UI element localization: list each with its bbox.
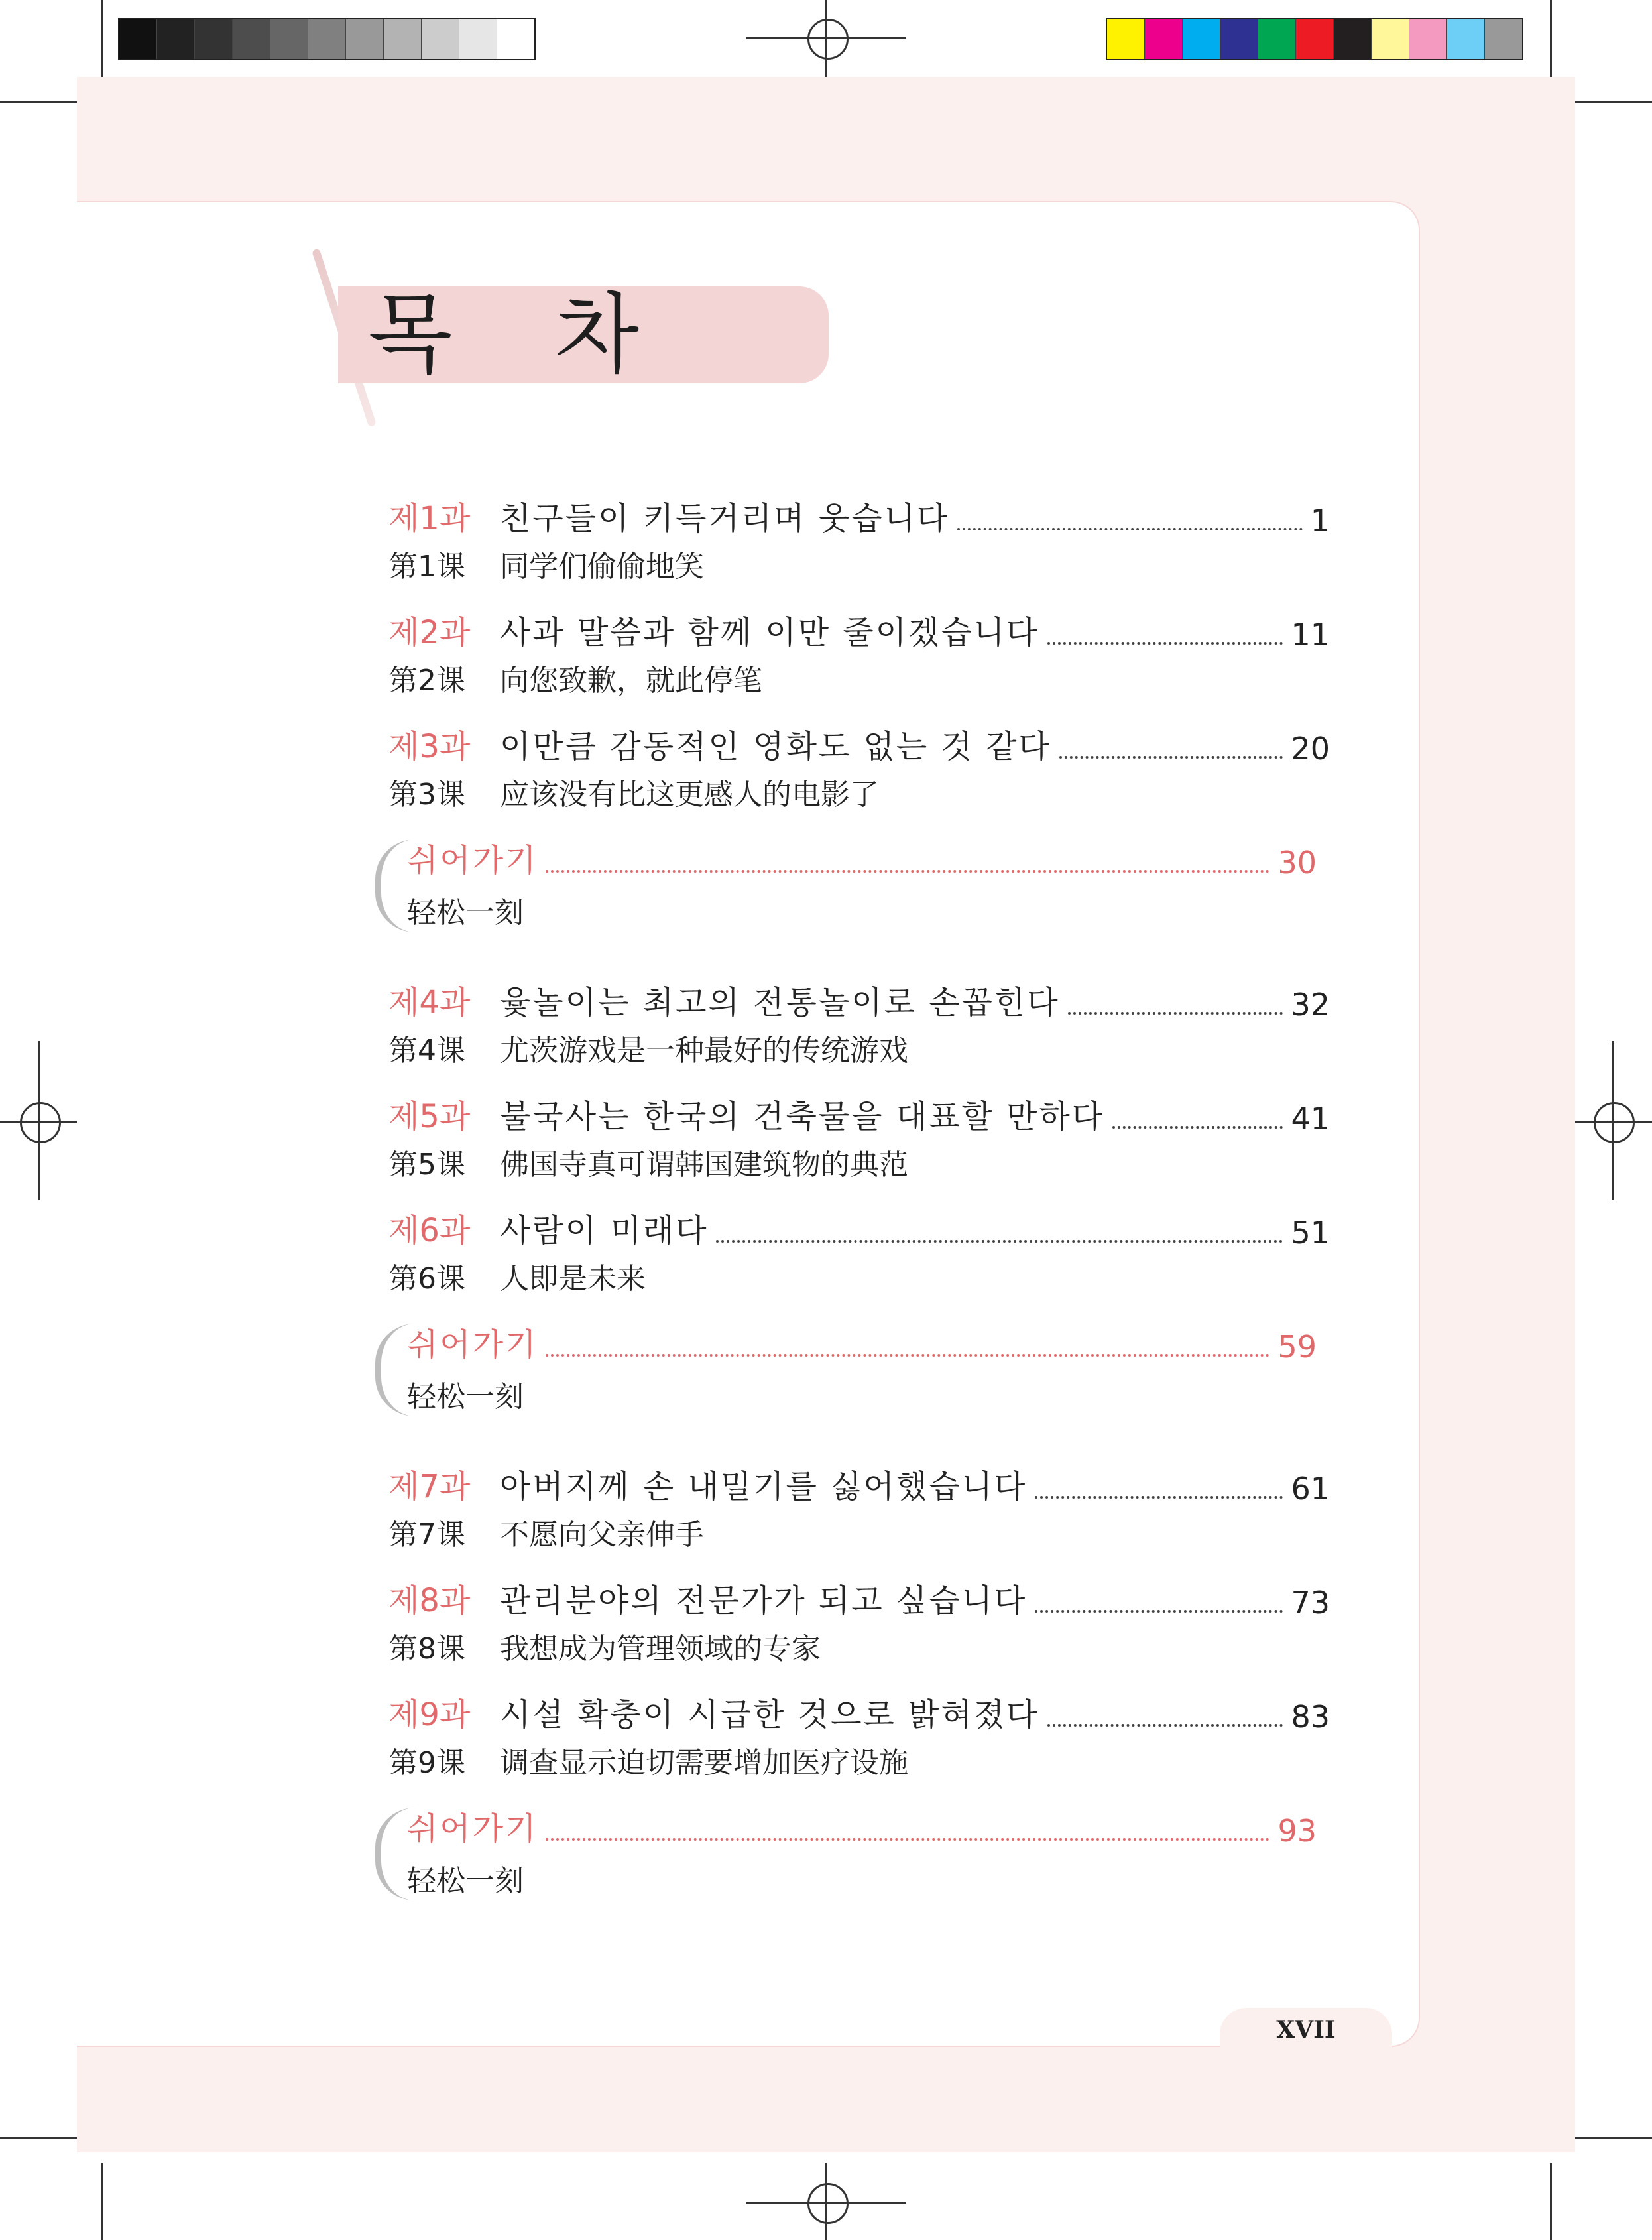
toc-entry[interactable] [388, 491, 1330, 584]
page-number-ref: 32 [1291, 987, 1330, 1023]
toc-entry-chinese [388, 658, 1330, 698]
lesson-number-chinese: 第3课 [388, 778, 465, 812]
color-swatch [497, 19, 534, 59]
lesson-number-korean: 제9과 [388, 1696, 471, 1733]
color-swatch [346, 19, 384, 59]
lesson-number-korean: 제3과 [388, 728, 471, 765]
lesson-title-korean: 이만큼 감동적인 영화도 없는 것 같다 [500, 728, 1051, 765]
break-title-chinese: 轻松一刻 [407, 896, 524, 930]
page-number: XVII [1276, 2016, 1336, 2044]
color-swatch [1107, 19, 1145, 59]
toc-entry-korean [388, 975, 1330, 1023]
lesson-title-chinese: 人即是未来 [500, 1262, 646, 1296]
page-number-ref: 41 [1291, 1101, 1330, 1137]
toc-entry-korean [388, 1573, 1330, 1621]
crop-mark [1612, 1041, 1614, 1200]
color-swatch [233, 19, 270, 59]
lesson-title-chinese: 佛国寺真可谓韩国建筑物的典范 [500, 1148, 908, 1182]
toc-entry[interactable] [388, 719, 1330, 812]
crop-mark [38, 1041, 40, 1200]
lesson-number-chinese: 第9课 [388, 1746, 465, 1780]
toc-entry-chinese [388, 1256, 1330, 1296]
break-title-chinese: 轻松一刻 [407, 1864, 524, 1898]
lesson-number-chinese: 第2课 [388, 664, 465, 698]
dot-leader [546, 1354, 1269, 1357]
toc-entry[interactable] [388, 1687, 1330, 1780]
lesson-title-korean: 아버지께 손 내밀기를 싫어했습니다 [500, 1468, 1028, 1505]
toc-entry-korean [388, 491, 1330, 538]
page-number-ref: 11 [1291, 617, 1330, 653]
lesson-number-korean: 제2과 [388, 614, 471, 651]
lesson-title-korean: 친구들이 키득거리며 웃습니다 [500, 500, 950, 537]
dot-leader [1059, 756, 1283, 759]
color-swatch [270, 19, 308, 59]
lesson-title-chinese: 不愿向父亲伸手 [500, 1518, 704, 1552]
dot-leader [1035, 1610, 1283, 1613]
lesson-title-korean: 관리분야의 전문가가 되고 싶습니다 [500, 1582, 1028, 1619]
page-number-ref: 30 [1277, 845, 1317, 881]
lesson-title-korean: 사과 말씀과 함께 이만 줄이겠습니다 [500, 614, 1039, 651]
page-number-ref: 59 [1277, 1329, 1317, 1365]
dot-leader [546, 1838, 1269, 1841]
lesson-title-chinese: 向您致歉，就此停笔 [500, 664, 762, 698]
lesson-title-chinese: 同学们偷偷地笑 [500, 550, 704, 584]
process-color-bar [1106, 18, 1523, 60]
registration-mark-icon [1594, 1102, 1635, 1143]
color-swatch [157, 19, 195, 59]
crop-mark [1575, 2137, 1652, 2139]
color-swatch [1258, 19, 1296, 59]
toc-entry-chinese [388, 1626, 1330, 1666]
page-number-ref: 61 [1291, 1471, 1330, 1507]
page-number-ref: 51 [1291, 1215, 1330, 1251]
color-swatch [1145, 19, 1183, 59]
lesson-number-korean: 제5과 [388, 1098, 471, 1135]
dot-leader [957, 528, 1302, 530]
lesson-number-korean: 제7과 [388, 1468, 471, 1505]
lesson-number-korean: 제1과 [388, 500, 471, 537]
page-title: 목 차 [368, 284, 676, 386]
color-swatch [308, 19, 346, 59]
lesson-title-chinese: 调查显示迫切需要增加医疗设施 [500, 1746, 908, 1780]
dot-leader [716, 1240, 1283, 1243]
toc-entry[interactable] [388, 1203, 1330, 1296]
toc-entry-korean [388, 1459, 1330, 1507]
lesson-title-korean: 시설 확충이 시급한 것으로 밝혀졌다 [500, 1696, 1039, 1733]
dot-leader [1047, 642, 1283, 645]
grayscale-color-bar [118, 18, 536, 60]
toc-entry-korean [388, 1687, 1330, 1735]
color-swatch [1485, 19, 1522, 59]
break-row-korean [407, 1317, 1317, 1365]
crop-mark [1550, 0, 1552, 77]
registration-mark-icon [20, 1102, 61, 1143]
page-number-ref: 73 [1291, 1585, 1330, 1621]
toc-entry[interactable] [388, 605, 1330, 698]
lesson-title-chinese: 尤茨游戏是一种最好的传统游戏 [500, 1034, 908, 1068]
toc-entry-chinese [388, 1028, 1330, 1068]
toc-entry-chinese [388, 544, 1330, 584]
dot-leader [1112, 1126, 1283, 1129]
dot-leader [546, 870, 1269, 873]
color-swatch [1183, 19, 1220, 59]
toc-entry[interactable] [388, 1089, 1330, 1182]
crop-mark [0, 2137, 77, 2139]
break-title-chinese: 轻松一刻 [407, 1380, 524, 1414]
color-swatch [384, 19, 422, 59]
color-swatch [459, 19, 497, 59]
color-swatch [119, 19, 157, 59]
crop-mark [0, 101, 77, 103]
dot-leader [1035, 1496, 1283, 1499]
color-swatch [1220, 19, 1258, 59]
page-number-ref: 93 [1277, 1813, 1317, 1849]
crop-mark [825, 0, 827, 77]
lesson-number-korean: 제4과 [388, 984, 471, 1021]
toc-entry-chinese [388, 1512, 1330, 1552]
toc-entry[interactable] [388, 1573, 1330, 1666]
lesson-number-chinese: 第8课 [388, 1632, 465, 1666]
page-number-ref: 20 [1291, 731, 1330, 767]
lesson-number-korean: 제6과 [388, 1212, 471, 1249]
break-title-korean: 쉬어가기 [407, 1810, 538, 1847]
crop-mark [1575, 1121, 1652, 1123]
dot-leader [1068, 1012, 1283, 1015]
color-swatch [195, 19, 233, 59]
toc-entry-korean [388, 719, 1330, 767]
dot-leader [1047, 1724, 1283, 1727]
toc-entry-korean [388, 605, 1330, 653]
break-title-korean: 쉬어가기 [407, 1326, 538, 1363]
toc-entry-chinese [388, 1740, 1330, 1780]
lesson-title-korean: 사람이 미래다 [500, 1212, 709, 1249]
toc-entry-chinese [388, 772, 1330, 812]
color-swatch [1296, 19, 1334, 59]
lesson-number-chinese: 第5课 [388, 1148, 465, 1182]
lesson-title-korean: 윷놀이는 최고의 전통놀이로 손꼽힌다 [500, 984, 1060, 1021]
lesson-number-chinese: 第6课 [388, 1262, 465, 1296]
break-title-korean: 쉬어가기 [407, 842, 538, 879]
crop-mark [825, 2163, 827, 2240]
lesson-number-korean: 제8과 [388, 1582, 471, 1619]
lesson-title-chinese: 应该没有比这更感人的电影了 [500, 778, 879, 812]
color-swatch [1409, 19, 1447, 59]
color-swatch [422, 19, 459, 59]
color-swatch [1447, 19, 1485, 59]
registration-mark-icon [807, 19, 849, 60]
toc-entry-korean [388, 1089, 1330, 1137]
color-swatch [1334, 19, 1372, 59]
crop-mark [1550, 2163, 1552, 2240]
page-number-ref: 1 [1310, 503, 1330, 538]
color-swatch [1372, 19, 1409, 59]
lesson-title-korean: 불국사는 한국의 건축물을 대표할 만하다 [500, 1098, 1105, 1135]
crop-mark [101, 0, 103, 77]
toc-entry-korean [388, 1203, 1330, 1251]
toc-entry-chinese [388, 1142, 1330, 1182]
lesson-number-chinese: 第4课 [388, 1034, 465, 1068]
toc-entry[interactable] [388, 975, 1330, 1068]
lesson-title-chinese: 我想成为管理领域的专家 [500, 1632, 821, 1666]
toc-entry[interactable] [388, 1459, 1330, 1552]
break-row-korean [407, 833, 1317, 881]
crop-mark [101, 2163, 103, 2240]
break-row-korean [407, 1801, 1317, 1849]
registration-mark-icon [807, 2183, 849, 2224]
crop-mark [1575, 101, 1652, 103]
page-number-ref: 83 [1291, 1699, 1330, 1735]
lesson-number-chinese: 第1课 [388, 550, 465, 584]
lesson-number-chinese: 第7课 [388, 1518, 465, 1552]
